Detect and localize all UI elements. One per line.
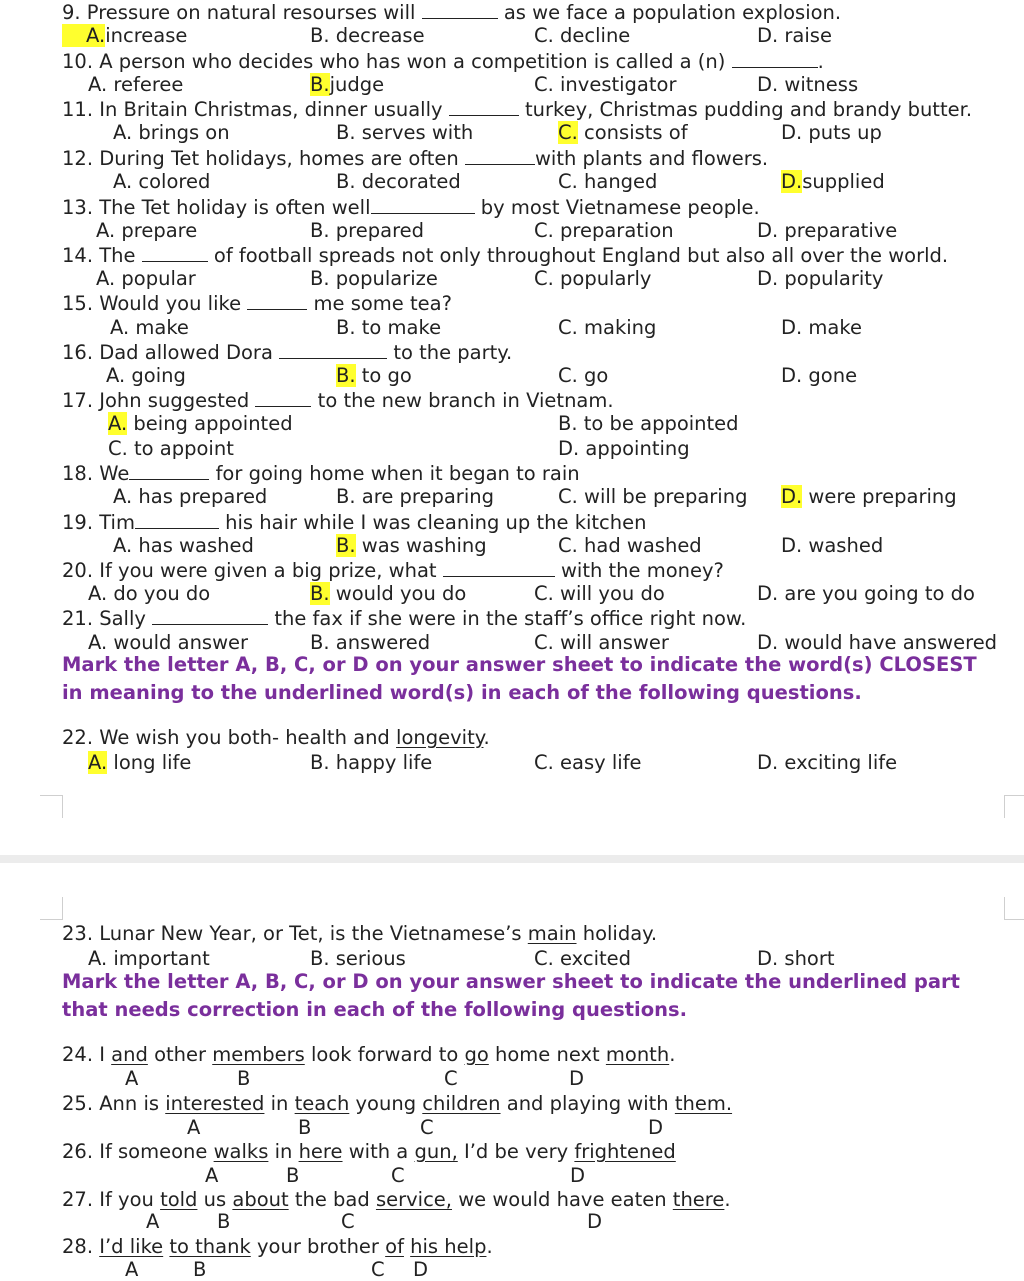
q15-option-b[interactable]: B. to make (336, 316, 442, 339)
q15-option-a[interactable]: A. make (110, 316, 189, 339)
q9-option-c[interactable]: C. decline (534, 24, 631, 47)
q13-option-c[interactable]: C. preparation (534, 219, 674, 242)
q14-option-a[interactable]: A. popular (96, 267, 196, 290)
instruction-closest-meaning: Mark the letter A, B, C, or D on your answer sheet to indicate the word(s) CLOSEST in meaning to the underlined word(s) in each of the following questions. (62, 653, 977, 704)
q27-label-c: C (341, 1210, 355, 1233)
q25-label-d: D (648, 1116, 664, 1139)
q16-option-d[interactable]: D. gone (781, 364, 858, 387)
q11-option-a[interactable]: A. brings on (113, 121, 230, 144)
q28-label-b: B (193, 1258, 207, 1281)
q23-option-c[interactable]: C. excited (534, 947, 632, 970)
question-18: 18. We for going home when it began to rain (62, 462, 580, 485)
q17-option-c[interactable]: C. to appoint (108, 437, 234, 460)
question-17: 17. John suggested to the new branch in Vietnam. (62, 389, 614, 412)
question-13: 13. The Tet holiday is often well by most Vietnamese people. (62, 196, 760, 219)
q18-option-c[interactable]: C. will be preparing (558, 485, 748, 508)
q24-label-b: B (237, 1067, 251, 1090)
q12-option-b[interactable]: B. decorated (336, 170, 461, 193)
question-25: 25. Ann is interested in teach young children and playing with them. (62, 1092, 733, 1115)
q13-option-a[interactable]: A. prepare (96, 219, 198, 242)
question-23: 23. Lunar New Year, or Tet, is the Vietnamese’s main holiday. (62, 922, 658, 945)
q12-option-a[interactable]: A. colored (113, 170, 211, 193)
q20-option-c[interactable]: C. will you do (534, 582, 665, 605)
page-corner-mark (40, 897, 63, 920)
question-20: 20. If you were given a big prize, what with the money? (62, 559, 724, 582)
q19-option-d[interactable]: D. washed (781, 534, 884, 557)
question-15: 15. Would you like me some tea? (62, 292, 452, 315)
q13-option-d[interactable]: D. preparative (757, 219, 898, 242)
q21-option-c[interactable]: C. will answer (534, 631, 669, 654)
q12-option-d[interactable]: D.supplied (781, 170, 885, 193)
q23-option-d[interactable]: D. short (757, 947, 835, 970)
q25-label-c: C (420, 1116, 434, 1139)
q18-option-d[interactable]: D. were preparing (781, 485, 957, 508)
q13-option-b[interactable]: B. prepared (310, 219, 425, 242)
q17-option-a[interactable]: A. being appointed (108, 412, 293, 435)
q22-option-c[interactable]: C. easy life (534, 751, 642, 774)
page-corner-mark (1004, 897, 1024, 920)
page-corner-mark (40, 795, 63, 818)
q9-option-a[interactable]: A.increase (62, 26, 187, 46)
q11-option-b[interactable]: B. serves with (336, 121, 474, 144)
q18-option-a[interactable]: A. has prepared (113, 485, 268, 508)
q26-label-c: C (391, 1164, 405, 1187)
q25-label-b: B (298, 1116, 312, 1139)
q28-label-c: C (371, 1258, 385, 1281)
q17-option-b[interactable]: B. to be appointed (558, 412, 739, 435)
q15-option-c[interactable]: C. making (558, 316, 657, 339)
q18-option-b[interactable]: B. are preparing (336, 485, 494, 508)
question-26: 26. If someone walks in here with a gun, I’d be very frightened (62, 1140, 676, 1163)
q15-option-d[interactable]: D. make (781, 316, 862, 339)
q20-option-d[interactable]: D. are you going to do (757, 582, 975, 605)
question-12: 12. During Tet holidays, homes are often with plants and flowers. (62, 147, 769, 170)
q10-option-b[interactable]: B.judge (310, 73, 385, 96)
q27-label-d: D (587, 1210, 603, 1233)
question-16: 16. Dad allowed Dora to the party. (62, 341, 513, 364)
q16-option-c[interactable]: C. go (558, 364, 609, 387)
question-9: 9. Pressure on natural resourses will as we face a population explosion. (62, 1, 842, 24)
q22-option-d[interactable]: D. exciting life (757, 751, 898, 774)
instruction-error-correction: Mark the letter A, B, C, or D on your answer sheet to indicate the underlined part that needs correction in each of the following questions. (62, 970, 960, 1021)
question-19: 19. Tim his hair while I was cleaning up the kitchen (62, 511, 647, 534)
q23-option-b[interactable]: B. serious (310, 947, 406, 970)
q14-option-b[interactable]: B. popularize (310, 267, 438, 290)
question-28: 28. I’d like to thank your brother of his help. (62, 1235, 493, 1258)
q26-label-a: A (205, 1164, 219, 1187)
q25-label-a: A (187, 1116, 201, 1139)
page-corner-mark (1004, 795, 1024, 818)
q19-option-c[interactable]: C. had washed (558, 534, 702, 557)
q9-option-b[interactable]: B. decrease (310, 24, 425, 47)
q27-label-a: A (146, 1210, 160, 1233)
q20-option-b[interactable]: B. would you do (310, 582, 467, 605)
q21-option-a[interactable]: A. would answer (88, 631, 249, 654)
q26-label-b: B (286, 1164, 300, 1187)
q24-label-d: D (569, 1067, 585, 1090)
page-break (0, 855, 1024, 863)
question-27: 27. If you told us about the bad service, we would have eaten there. (62, 1188, 731, 1211)
q10-option-c[interactable]: C. investigator (534, 73, 677, 96)
q27-label-b: B (217, 1210, 231, 1233)
q24-label-a: A (125, 1067, 139, 1090)
q16-option-a[interactable]: A. going (106, 364, 186, 387)
q24-label-c: C (444, 1067, 458, 1090)
question-24: 24. I and other members look forward to go home next month. (62, 1043, 676, 1066)
question-11: 11. In Britain Christmas, dinner usually turkey, Christmas pudding and brandy butter. (62, 98, 973, 121)
question-10: 10. A person who decides who has won a competition is called a (n) . (62, 50, 824, 73)
question-14: 14. The of football spreads not only throughout England but also all over the world. (62, 244, 949, 267)
q10-option-a[interactable]: A. referee (88, 73, 184, 96)
q22-option-b[interactable]: B. happy life (310, 751, 433, 774)
q16-option-b[interactable]: B. to go (336, 364, 412, 387)
q23-option-a[interactable]: A. important (88, 947, 210, 970)
q11-option-c[interactable]: C. consists of (558, 121, 688, 144)
q28-label-a: A (125, 1258, 139, 1281)
q14-option-c[interactable]: C. popularly (534, 267, 652, 290)
q14-option-d[interactable]: D. popularity (757, 267, 884, 290)
q22-option-a[interactable]: A. long life (88, 751, 192, 774)
q19-option-a[interactable]: A. has washed (113, 534, 254, 557)
q21-option-d[interactable]: D. would have answered (757, 631, 998, 654)
q10-option-d[interactable]: D. witness (757, 73, 859, 96)
q21-option-b[interactable]: B. answered (310, 631, 431, 654)
q17-option-d[interactable]: D. appointing (558, 437, 690, 460)
q28-label-d: D (413, 1258, 429, 1281)
q20-option-a[interactable]: A. do you do (88, 582, 211, 605)
question-22: 22. We wish you both- health and longevity. (62, 726, 490, 749)
q26-label-d: D (570, 1164, 586, 1187)
question-21: 21. Sally the fax if she were in the staff’s office right now. (62, 607, 747, 630)
q11-option-d[interactable]: D. puts up (781, 121, 882, 144)
q9-option-d[interactable]: D. raise (757, 24, 832, 47)
q12-option-c[interactable]: C. hanged (558, 170, 658, 193)
q19-option-b[interactable]: B. was washing (336, 534, 487, 557)
